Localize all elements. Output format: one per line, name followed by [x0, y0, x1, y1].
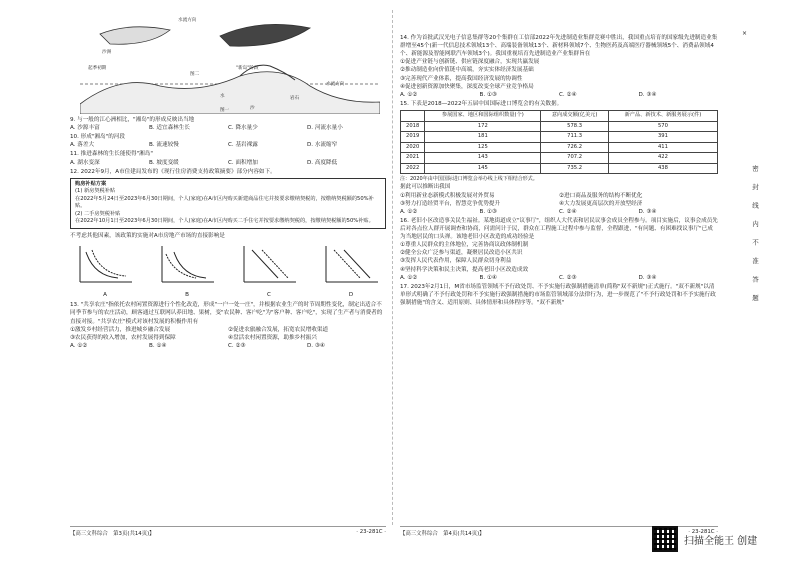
question-stem: 17. 2023年2月1日，M省市场监管领域不予行政处罚、不予实施行政强制措施清单(简称"双不新规")正式施行。"双不新规"以清单形式明确了不予行政处罚和不予实施行政强制措施的市场监管领域部分法律行为，进一步规范了"不予行政处罚和不予实施行政强制措施"的含义、适用原则、具体情形和具体程序等。"双不新规" — [400, 283, 716, 306]
seal-line-notice: 密封线内不准答题 — [751, 165, 759, 313]
page-number: 【高三文科综合 第3页(共14页)】 — [70, 531, 155, 537]
question-11 — [70, 150, 386, 166]
graph-b[interactable] — [156, 242, 218, 299]
policy-text-2: 在2022年10月1日至2023年6月30日期间，个人(家庭)在A市区内购买二手住宅并按要求缴纳契税的，按缴纳契税额的50%补贴。 — [75, 218, 374, 225]
table-row — [401, 142, 718, 153]
scanner-watermark — [652, 526, 757, 552]
question-stem: 10. 形成"湘岛"的河段 — [70, 134, 125, 141]
graph-c[interactable] — [238, 242, 300, 299]
statement: ④大力发展更高层次的开放型经济 — [559, 200, 643, 207]
graph-label: A — [103, 292, 107, 299]
question-stem: 9. 与一般的江心洲相比，"湘岛"的形成反映出当地 — [70, 117, 195, 123]
table-header-row — [401, 110, 718, 121]
graph-a[interactable] — [74, 242, 136, 299]
policy-section-2: (2) 二手房契税补贴 — [75, 210, 121, 217]
statement: ②健全公众广泛参与渠道，凝聚居民改造小区共识 — [400, 250, 523, 257]
option[interactable]: A. 湖水变深 — [70, 159, 100, 166]
water-label: 水 — [220, 94, 225, 99]
page-number: 【高三文科综合 第4页(共14页)】 — [400, 531, 485, 537]
statement: ③完善现代产业体系，提高我国经济发展的协调性 — [400, 75, 523, 82]
exam-code: · 23-281C · — [356, 529, 386, 535]
table-cell: 422 — [608, 153, 717, 164]
question-15 — [400, 100, 718, 216]
table-cell: 143 — [425, 153, 541, 164]
table-cell: 570 — [608, 121, 717, 132]
question-options — [70, 141, 386, 149]
option[interactable]: D. 高度降低 — [307, 159, 338, 166]
option[interactable]: D. ③④ — [638, 208, 657, 215]
table-cell: 145 — [425, 163, 541, 174]
table-row — [401, 132, 718, 143]
table-cell: 2019 — [401, 132, 425, 143]
table-header: 意向成交额(亿美元) — [541, 110, 609, 121]
question-stem: 14. 作为首批武汉光电子信息集群等20个集群在工信部2022年先进制造业集群竞赛中胜出，我国重点培育的国家级先进制造业集群增至45个(新一代信息技术领域13个、高端装备领域13个、新材料领域7个、生物医药及高端医疗器械领域5个、消费品领域4个、新能源及智能网联汽车领域3个)。我国重视培育先进制造业产业集群旨在 — [400, 35, 718, 58]
option[interactable]: C. 基岩裸露 — [228, 142, 258, 149]
exam-code: · 23-281C · — [688, 529, 718, 535]
watermark-text: 扫描全能王 创建 — [684, 535, 758, 547]
option[interactable]: B. ①④ — [149, 342, 167, 349]
question-10 — [70, 133, 386, 149]
table-row — [401, 163, 718, 174]
table-cell: 711.3 — [541, 132, 609, 143]
stage-start-label: 起季初期 — [88, 66, 107, 71]
question-ask: 不考虑其他因素，该政策的实施对A市房地产市场的直接影响是 — [70, 232, 225, 239]
statement: ④盘活农村闲置资源，助推乡村振兴 — [228, 334, 317, 341]
graph-label: D — [348, 292, 354, 299]
sand-label: 沙 — [250, 106, 255, 111]
policy-box — [70, 178, 386, 229]
option[interactable]: A. 落差大 — [70, 142, 95, 149]
option[interactable]: A. ①② — [70, 342, 88, 349]
question-12 — [70, 168, 386, 300]
option[interactable]: B. ①③ — [479, 208, 497, 215]
table-cell: 411 — [608, 142, 717, 153]
option[interactable]: D. 河流水量小 — [307, 125, 343, 132]
question-stem: 15. 下表是2018—2022年五届中国国际进口博览会的有关数据。 — [400, 100, 563, 107]
statement: ①利用新业态新模式积极发展对外贸易 — [400, 192, 495, 199]
question-9 — [70, 116, 386, 132]
table-header: 新产品、新技术、新服务展示(件) — [608, 110, 717, 121]
statement: ②推动制造业向价值链中高端，夯实实体经济发展基础 — [400, 67, 534, 74]
table-cell: 726.2 — [541, 142, 609, 153]
graph-d[interactable] — [320, 242, 382, 299]
figure-two-label: 图二 — [190, 72, 200, 77]
graph-label: B — [185, 292, 189, 299]
question-stem: 13. "共享农庄"指依托农村闲置资源进行个性化改造，形成"一户一处一庄"，并根据农业生产的时节周期性变化，制定出适合不同季节参与的农庄活动，顾客通过互联网认养田地、果树，变"农民种、客户吃"为"客户种、客户吃"，实现了生产者与消费者的直接对接。"共享农庄"模式对该村发展的积极作用有 — [70, 302, 383, 325]
question-options — [400, 208, 718, 216]
table-cell: 391 — [608, 132, 717, 143]
supply-demand-graphs — [74, 242, 382, 299]
question-options — [70, 159, 386, 167]
stage-end-label: "新岛"阶段 — [236, 66, 259, 71]
table-cell: 2020 — [401, 142, 425, 153]
table-cell: 438 — [608, 163, 717, 174]
table-cell: 707.2 — [541, 153, 609, 164]
option[interactable]: D. ③④ — [638, 91, 657, 98]
option[interactable]: C. ②③ — [228, 342, 246, 349]
policy-section-1: (1) 新房契税补贴 — [75, 188, 116, 195]
option[interactable]: B. 适宜森林生长 — [149, 125, 190, 132]
statement: ④促进创新资源加快聚集，深度改变全球产业竞争格局 — [400, 83, 534, 90]
table-header: 参展国家、地区和国际组织数量(个) — [425, 110, 541, 121]
option[interactable]: A. ①② — [400, 91, 418, 98]
policy-text-1: 在2022年5月24日至2023年6月30日期间，个人(家庭)在A市区内购买新建商品住宅并按要求缴纳契税的，按缴纳契税额的50%补贴。 — [75, 195, 374, 210]
statement: ①激发乡村经营活力，推进城乡融合发展 — [70, 326, 171, 333]
question-14 — [400, 34, 718, 99]
table-cell: 735.2 — [541, 163, 609, 174]
question-17 — [400, 283, 718, 307]
option[interactable]: B. ①③ — [479, 91, 497, 98]
question-options — [400, 274, 718, 282]
question-statements — [400, 192, 718, 208]
right-page — [400, 0, 718, 530]
question-options — [400, 91, 718, 99]
option[interactable]: D. ③④ — [307, 342, 325, 349]
option[interactable]: C. ②③ — [559, 274, 577, 281]
table-cell: 2021 — [401, 153, 425, 164]
left-footer — [70, 526, 386, 537]
question-statements — [70, 326, 386, 342]
statement: ①尊重人民群众的主体地位，完善协商议政体制机制 — [400, 242, 529, 249]
page-divider — [392, 10, 393, 525]
option[interactable]: C. 面积增加 — [228, 159, 258, 166]
statement: ③努力打造经贸平台，智慧竞争优势提升 — [400, 200, 501, 207]
option[interactable]: C. 降水量少 — [228, 125, 258, 132]
rock-label: 岩石 — [290, 96, 300, 101]
table-row — [401, 121, 718, 132]
river-figure — [70, 0, 386, 115]
option[interactable]: A. ①② — [400, 274, 418, 281]
figure-one-label: 图一 — [220, 108, 230, 113]
table-cell: 578.3 — [541, 121, 609, 132]
qr-code-icon — [652, 526, 678, 552]
option[interactable]: C. ②④ — [559, 208, 577, 215]
statement: ④坚持科学决策和民主决策，提高老旧小区改造成效 — [400, 266, 529, 273]
option[interactable]: D. 水流缩窄 — [307, 142, 338, 149]
question-stem: 11. 推进森林的生长能使得"湘岛" — [70, 151, 153, 158]
question-16 — [400, 217, 718, 282]
table-cell: 172 — [425, 121, 541, 132]
question-options — [70, 124, 386, 132]
question-ask: 据此可以推断出我国 — [400, 184, 451, 191]
option[interactable]: D. ③④ — [638, 274, 657, 281]
flow-label-bottom: 水流方向 — [326, 82, 345, 87]
option[interactable]: B. 流速较慢 — [149, 142, 179, 149]
table-cell: 181 — [425, 132, 541, 143]
table-row — [401, 153, 718, 164]
table-header — [401, 110, 425, 121]
sandbar-label: 沙洲 — [102, 50, 112, 55]
table-note: 注：2020年由中国国际进口博览会举办线上线下相结合形式。 — [400, 176, 538, 183]
table-cell: 2018 — [401, 121, 425, 132]
statement: ③农民获得的收入增加，农村发展得到保障 — [70, 334, 176, 341]
flow-label-top: 水流方向 — [178, 18, 197, 23]
question-13 — [70, 301, 386, 350]
statement: ②促进农旅融合发展，拓宽农民增收渠道 — [228, 326, 329, 333]
option[interactable]: B. ①④ — [479, 274, 497, 281]
table-cell: 125 — [425, 142, 541, 153]
policy-title: 购房补贴方案 — [75, 180, 107, 187]
binding-margin — [734, 0, 794, 561]
question-stem: 12. 2022年9月，A市住建局发布的《现行住房消费支持政策摘要》部分内容如下。 — [70, 168, 276, 175]
question-options — [70, 342, 386, 350]
corner-mark: × — [742, 30, 748, 37]
table-cell: 2022 — [401, 163, 425, 174]
statement: ②进口商品及服务的结构不断优化 — [559, 192, 643, 199]
option[interactable]: B. 坡度变缓 — [149, 159, 179, 166]
river-island-diagram — [80, 14, 380, 114]
left-page — [70, 0, 386, 530]
expo-data-table — [400, 110, 718, 174]
statement: ③发挥人民代表作用，保障人民群众切身利益 — [400, 258, 512, 265]
option[interactable]: A. ①② — [400, 208, 418, 215]
option[interactable]: C. ②④ — [559, 91, 577, 98]
statement: ①促进产业链与创新链、供应链深度融合，实现共赢发展 — [400, 59, 540, 66]
question-stem: 16. 老旧小区改造事关民生福祉。某地街道成立"议事厅"，组织人大代表和居民议事会成员全程参与。项目实施后，议事会成员先后对各点位人群开展调查和协商，问需问计于民，群众在工程施工过程中参与监督，全程跟进，"有问题、有困难找议事厅"已成为当地居民的口头禅。该地老旧小区改造的成功经验是 — [400, 217, 718, 241]
graph-label: C — [267, 292, 271, 299]
option[interactable]: A. 沙源丰富 — [70, 125, 100, 132]
